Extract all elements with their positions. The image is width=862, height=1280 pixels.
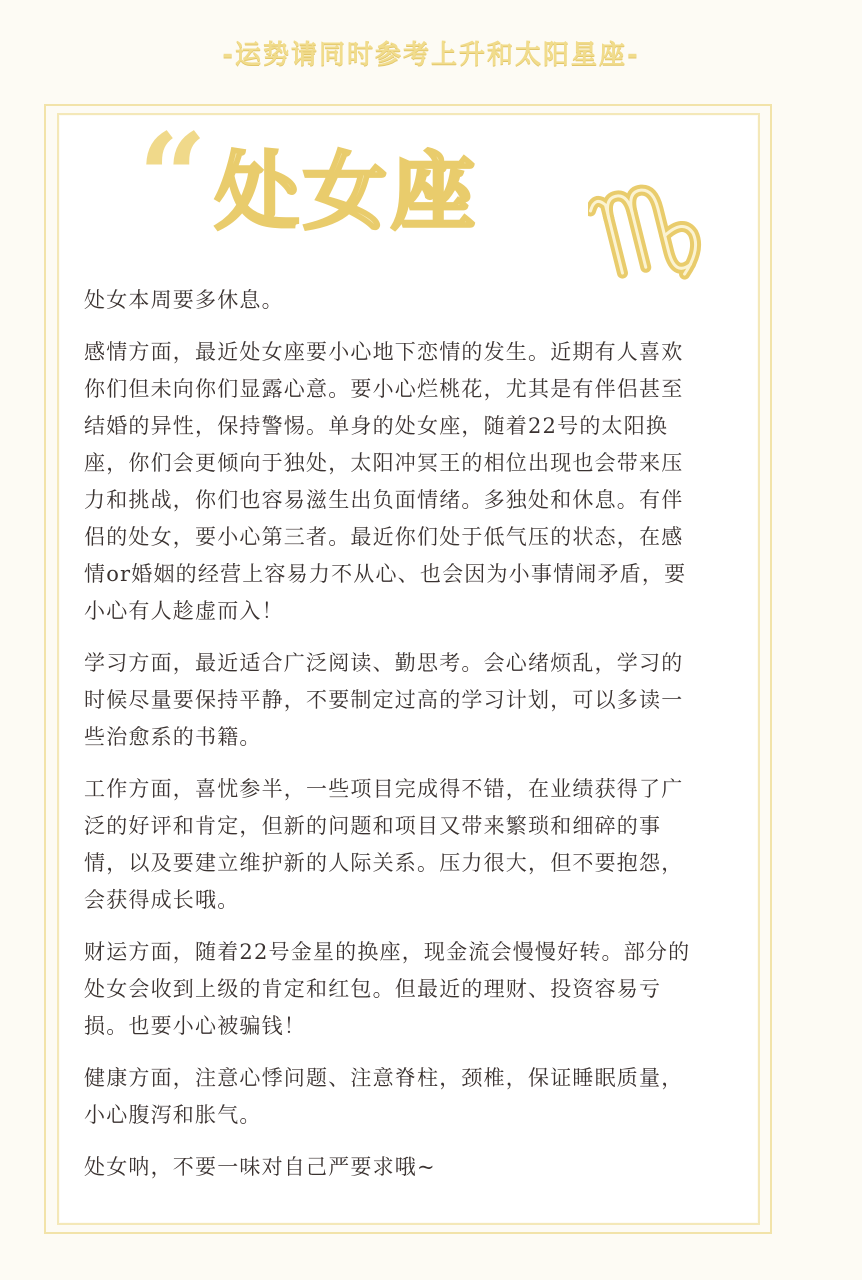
reference-banner: -运势请同时参考上升和太阳星座- [222, 40, 640, 70]
paragraph-wealth: 财运方面，随着22号金星的换座，现金流会慢慢好转。部分的处女会收到上级的肯定和红包。但最近的理财、投资容易亏损。也要小心被骗钱！ [84, 940, 691, 1038]
quote-mark-icon: “ [138, 107, 208, 248]
paragraph-love: 感情方面，最近处女座要小心地下恋情的发生。近期有人喜欢你们但未向你们显露心意。要小心烂桃花，尤其是有伴侣甚至结婚的异性，保持警惕。单身的处女座，随着22号的太阳换座，你们会更倾向于独处，太阳冲冥王的相位出现也会带来压力和挑战，你们也容易滋生出负面情绪。多独处和休息。有伴侣的处女，要小心第三者。最近你们处于低气压的状态，在感情or婚姻的经营上容易力不从心、也会因为小事情闹矛盾，要小心有人趁虚而入！ [84, 340, 687, 623]
horoscope-text [84, 282, 704, 1201]
zodiac-title: 处女座 [215, 143, 480, 241]
paragraph-closing: 处女呐，不要一味对自己严要求哦~ [84, 1155, 436, 1179]
virgo-symbol-icon [588, 170, 706, 300]
paragraph-study: 学习方面，最近适合广泛阅读、勤思考。会心绪烦乱，学习的时候尽量要保持平静，不要制定过高的学习计划，可以多读一些治愈系的书籍。 [84, 651, 684, 749]
paragraph-work: 工作方面，喜忧参半，一些项目完成得不错，在业绩获得了广泛的好评和肯定，但新的问题和项目又带来繁琐和细碎的事情，以及要建立维护新的人际关系。压力很大，但不要抱怨，会获得成长哦。 [84, 777, 684, 912]
paragraph-intro: 处女本周要多休息。 [84, 288, 284, 312]
paragraph-health: 健康方面，注意心悸问题、注意脊柱，颈椎，保证睡眠质量，小心腹泻和胀气。 [84, 1066, 684, 1127]
